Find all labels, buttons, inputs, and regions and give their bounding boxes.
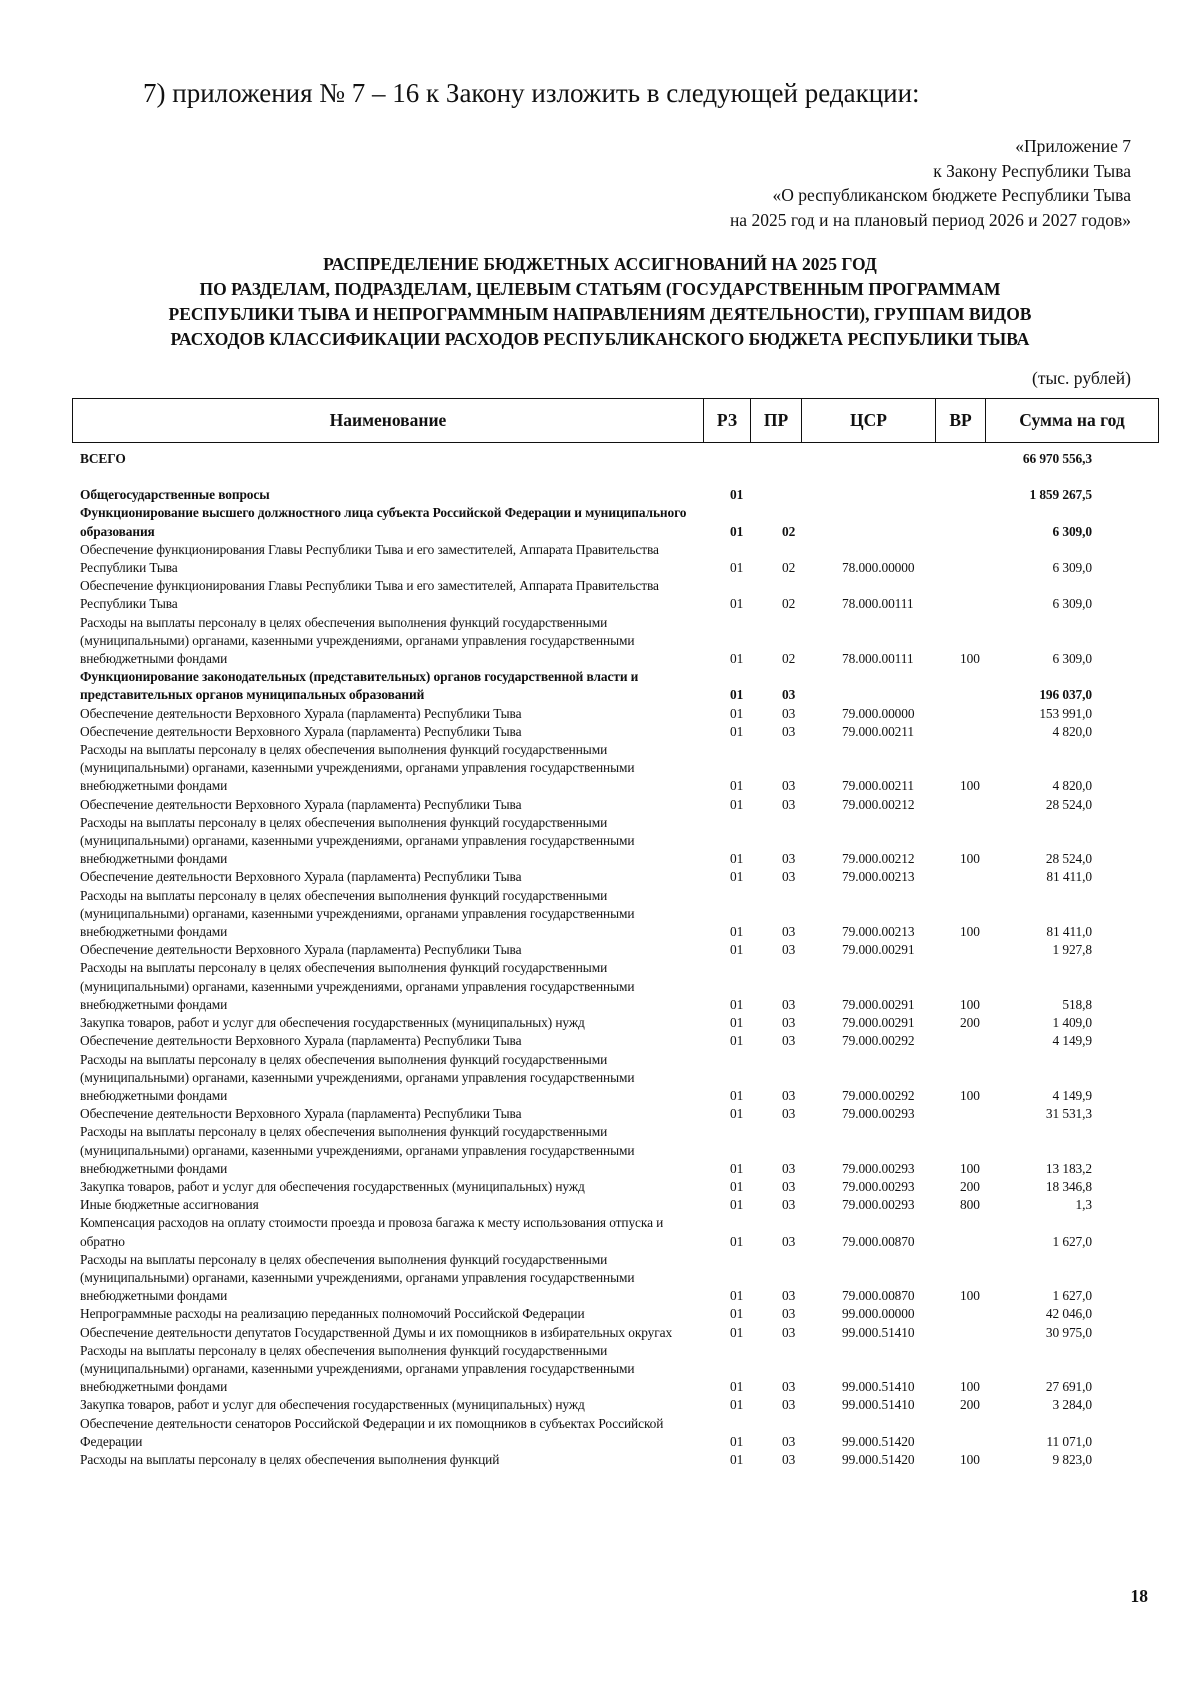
- row-name-cell: Иные бюджетные ассигнования: [80, 1197, 259, 1213]
- row-pr-cell: 02: [782, 651, 796, 667]
- table-row: [80, 941, 1142, 959]
- row-name-cell: Функционирование законодательных (представительных) органов государственной власти и представительных органов муниципальных образований: [80, 669, 639, 703]
- table-row: [80, 705, 1142, 723]
- table-row: [80, 959, 1142, 1014]
- row-pr-cell: 03: [782, 1106, 796, 1122]
- row-name-cell: Обеспечение деятельности Верховного Хурала (парламента) Республики Тыва: [80, 705, 522, 721]
- row-sum-cell: 1,3: [1075, 1197, 1092, 1213]
- row-sum-cell: 1 627,0: [1052, 1288, 1092, 1304]
- row-csr-cell: 79.000.00291: [842, 996, 915, 1012]
- row-sum-cell: 4 149,9: [1052, 1087, 1092, 1103]
- row-csr-cell: 79.000.00292: [842, 1087, 915, 1103]
- row-pr-cell: 03: [782, 1397, 796, 1413]
- row-sum-cell: 28 524,0: [1045, 851, 1092, 867]
- row-pr-cell: 03: [782, 1451, 796, 1467]
- row-vr-cell: 200: [960, 1015, 980, 1031]
- units-label: (тыс. рублей): [1032, 368, 1131, 388]
- row-pr-cell: 02: [782, 560, 796, 576]
- row-sum-cell: 9 823,0: [1052, 1451, 1092, 1467]
- row-pr-cell: 03: [782, 1197, 796, 1213]
- row-sum-cell: 1 927,8: [1052, 942, 1092, 958]
- row-pr-cell: 03: [782, 687, 796, 703]
- row-pr-cell: 03: [782, 996, 796, 1012]
- row-csr-cell: 79.000.00870: [842, 1288, 915, 1304]
- appendix-line: к Закону Республики Тыва: [933, 160, 1131, 181]
- row-name-cell: Обеспечение деятельности Верховного Хурала (парламента) Республики Тыва: [80, 1033, 522, 1049]
- row-vr-cell: 100: [960, 651, 980, 667]
- row-csr-cell: 79.000.00293: [842, 1106, 915, 1122]
- table-row: [80, 796, 1142, 814]
- row-name-cell: Расходы на выплаты персоналу в целях обеспечения выполнения функций государственными (муниципальными) органами, казенными учреждениями, органами управления государственными внебюджетными фондами: [80, 887, 635, 940]
- row-rz-cell: 01: [730, 1087, 744, 1103]
- row-sum-cell: 31 531,3: [1045, 1106, 1092, 1122]
- table-row: [80, 1014, 1142, 1032]
- table-row: [80, 1123, 1142, 1178]
- row-csr-cell: 79.000.00000: [842, 705, 915, 721]
- column-header-vr: ВР: [936, 399, 986, 443]
- row-name-cell: Расходы на выплаты персоналу в целях обеспечения выполнения функций государственными (муниципальными) органами, казенными учреждениями, органами управления государственными внебюджетными фондами: [80, 960, 635, 1012]
- column-header-name: Наименование: [73, 399, 704, 443]
- budget-table-body: [80, 450, 1142, 1469]
- table-row: [80, 541, 1142, 577]
- row-vr-cell: 800: [960, 1197, 980, 1213]
- row-sum-cell: 81 411,0: [1046, 924, 1092, 940]
- row-name-cell: Обеспечение функционирования Главы Республики Тыва и его заместителей, Аппарата Правительства Республики Тыва: [80, 541, 659, 576]
- row-pr-cell: 03: [782, 1160, 796, 1176]
- row-sum-cell: 1 627,0: [1052, 1233, 1092, 1249]
- row-sum-cell: 6 309,0: [1052, 596, 1092, 612]
- row-pr-cell: 03: [782, 942, 796, 958]
- row-csr-cell: 79.000.00293: [842, 1178, 915, 1194]
- row-sum-cell: 4 820,0: [1052, 778, 1092, 794]
- row-pr-cell: 03: [782, 1233, 796, 1249]
- row-vr-cell: 100: [960, 851, 980, 867]
- row-rz-cell: 01: [730, 996, 744, 1012]
- column-header-pr: ПР: [751, 399, 802, 443]
- row-name-cell: Обеспечение деятельности Верховного Хурала (парламента) Республики Тыва: [80, 1106, 522, 1122]
- row-rz-cell: 01: [730, 869, 744, 885]
- row-csr-cell: 79.000.00291: [842, 942, 915, 958]
- table-row: [80, 1032, 1142, 1050]
- title-line: ПО РАЗДЕЛАМ, ПОДРАЗДЕЛАМ, ЦЕЛЕВЫМ СТАТЬЯМ (ГОСУДАРСТВЕННЫМ ПРОГРАММАМ: [199, 279, 1001, 299]
- row-pr-cell: 03: [782, 723, 796, 739]
- table-row: [80, 504, 1142, 540]
- row-name-cell: Обеспечение деятельности сенаторов Российской Федерации и их помощников в субъектах Российской Федерации: [80, 1415, 664, 1449]
- row-pr-cell: 02: [782, 523, 796, 539]
- row-name-cell: Обеспечение деятельности Верховного Хурала (парламента) Республики Тыва: [80, 942, 522, 958]
- row-sum-cell: 13 183,2: [1045, 1160, 1092, 1176]
- row-pr-cell: 03: [782, 1433, 796, 1449]
- row-sum-cell: 6 309,0: [1052, 651, 1092, 667]
- row-rz-cell: 01: [730, 1451, 744, 1467]
- row-rz-cell: 01: [730, 723, 744, 739]
- row-pr-cell: 03: [782, 869, 796, 885]
- row-rz-cell: 01: [730, 705, 744, 721]
- row-csr-cell: 99.000.51410: [842, 1379, 915, 1395]
- row-sum-cell: 6 309,0: [1052, 560, 1092, 576]
- row-rz-cell: 01: [730, 1288, 744, 1304]
- row-csr-cell: 79.000.00291: [842, 1015, 915, 1031]
- row-sum-cell: 6 309,0: [1052, 523, 1092, 539]
- row-pr-cell: 03: [782, 1379, 796, 1395]
- table-row: [80, 1214, 1142, 1250]
- row-pr-cell: 03: [782, 924, 796, 940]
- row-name-cell: Расходы на выплаты персоналу в целях обеспечения выполнения функций государственными (муниципальными) органами, казенными учреждениями, органами управления государственными внебюджетными фондами: [80, 1342, 635, 1395]
- row-rz-cell: 01: [730, 942, 744, 958]
- row-rz-cell: 01: [730, 1306, 744, 1322]
- table-row: [80, 1451, 1142, 1469]
- row-rz-cell: 01: [730, 1397, 744, 1413]
- row-name-cell: Расходы на выплаты персоналу в целях обеспечения выполнения функций государственными (муниципальными) органами, казенными учреждениями, органами управления государственными внебюджетными фондами: [80, 1051, 635, 1103]
- row-name-cell: Расходы на выплаты персоналу в целях обеспечения выполнения функций государственными (муниципальными) органами, казенными учреждениями, органами управления государственными внебюджетными фондами: [80, 742, 635, 794]
- table-row: [80, 1196, 1142, 1214]
- row-name-cell: Компенсация расходов на оплату стоимости проезда и провоза багажа к месту использования отпуска и обратно: [80, 1215, 664, 1249]
- table-row: [80, 614, 1142, 669]
- row-rz-cell: 01: [730, 796, 744, 812]
- table-row: [80, 1105, 1142, 1123]
- row-pr-cell: 02: [782, 596, 796, 612]
- table-row: [80, 1178, 1142, 1196]
- row-rz-cell: 01: [730, 651, 744, 667]
- row-sum-cell: 66 970 556,3: [1022, 451, 1092, 466]
- table-row: [80, 577, 1142, 613]
- table-row: [80, 450, 1142, 468]
- column-header-csr: ЦСР: [802, 399, 936, 443]
- row-name-cell: Функционирование высшего должностного лица субъекта Российской Федерации и муниципального образования: [80, 505, 687, 539]
- row-rz-cell: 01: [730, 596, 744, 612]
- row-sum-cell: 4 149,9: [1052, 1033, 1092, 1049]
- row-csr-cell: 79.000.00293: [842, 1160, 915, 1176]
- table-header: [72, 398, 1159, 443]
- table-row: [80, 1251, 1142, 1306]
- row-vr-cell: 100: [960, 1160, 980, 1176]
- row-name-cell: Расходы на выплаты персоналу в целях обеспечения выполнения функций государственными (муниципальными) органами, казенными учреждениями, органами управления государственными внебюджетными фондами: [80, 1251, 635, 1304]
- row-csr-cell: 99.000.51420: [842, 1451, 915, 1467]
- row-name-cell: Непрограммные расходы на реализацию переданных полномочий Российской Федерации: [80, 1306, 585, 1322]
- row-vr-cell: 100: [960, 1379, 980, 1395]
- row-vr-cell: 100: [960, 1087, 980, 1103]
- row-sum-cell: 42 046,0: [1045, 1306, 1092, 1322]
- row-csr-cell: 79.000.00293: [842, 1197, 915, 1213]
- table-row: [80, 1051, 1142, 1106]
- row-pr-cell: 03: [782, 796, 796, 812]
- table-row: [80, 741, 1142, 796]
- row-sum-cell: 27 691,0: [1045, 1379, 1092, 1395]
- row-rz-cell: 01: [730, 1160, 744, 1176]
- row-csr-cell: 79.000.00212: [842, 851, 915, 867]
- row-sum-cell: 3 284,0: [1052, 1397, 1092, 1413]
- row-name-cell: Расходы на выплаты персоналу в целях обеспечения выполнения функций государственными (муниципальными) органами, казенными учреждениями, органами управления государственными внебюджетными фондами: [80, 814, 635, 867]
- row-csr-cell: 99.000.51410: [842, 1397, 915, 1413]
- row-rz-cell: 01: [730, 1033, 744, 1049]
- appendix-line: «О республиканском бюджете Республики Тыва: [772, 185, 1131, 205]
- row-csr-cell: 78.000.00111: [842, 596, 914, 612]
- table-row: [80, 486, 1142, 504]
- row-csr-cell: 79.000.00870: [842, 1233, 915, 1249]
- table-row: [80, 868, 1142, 886]
- column-header-sum: Сумма на год: [986, 399, 1159, 443]
- row-csr-cell: 79.000.00213: [842, 869, 915, 885]
- row-pr-cell: 03: [782, 1033, 796, 1049]
- row-name-cell: ВСЕГО: [80, 451, 126, 466]
- row-rz-cell: 01: [730, 778, 744, 794]
- row-sum-cell: 196 037,0: [1039, 687, 1092, 703]
- row-name-cell: Обеспечение деятельности депутатов Государственной Думы и их помощников в избирательных округах: [80, 1324, 673, 1340]
- row-pr-cell: 03: [782, 1324, 796, 1340]
- row-csr-cell: 78.000.00000: [842, 560, 915, 576]
- row-rz-cell: 01: [730, 1433, 744, 1449]
- row-name-cell: Закупка товаров, работ и услуг для обеспечения государственных (муниципальных) нужд: [80, 1397, 585, 1413]
- row-csr-cell: 99.000.51420: [842, 1433, 915, 1449]
- row-sum-cell: 28 524,0: [1045, 796, 1092, 812]
- row-pr-cell: 03: [782, 705, 796, 721]
- row-vr-cell: 200: [960, 1397, 980, 1413]
- row-sum-cell: 4 820,0: [1052, 723, 1092, 739]
- title-line: РАСПРЕДЕЛЕНИЕ БЮДЖЕТНЫХ АССИГНОВАНИЙ НА 2025 ГОД: [323, 254, 877, 274]
- row-sum-cell: 518,8: [1062, 996, 1092, 1012]
- row-pr-cell: 03: [782, 1178, 796, 1194]
- row-vr-cell: 100: [960, 924, 980, 940]
- row-pr-cell: 03: [782, 1087, 796, 1103]
- row-sum-cell: 30 975,0: [1045, 1324, 1092, 1340]
- amendment-heading: 7) приложения № 7 – 16 к Закону изложить в следующей редакции:: [143, 78, 920, 108]
- table-row: [80, 1324, 1142, 1342]
- row-rz-cell: 01: [730, 924, 744, 940]
- row-vr-cell: 200: [960, 1178, 980, 1194]
- row-rz-cell: 01: [730, 1324, 744, 1340]
- title-line: РАСХОДОВ КЛАССИФИКАЦИИ РАСХОДОВ РЕСПУБЛИКАНСКОГО БЮДЖЕТА РЕСПУБЛИКИ ТЫВА: [170, 329, 1030, 349]
- row-sum-cell: 153 991,0: [1039, 705, 1092, 721]
- row-rz-cell: 01: [730, 487, 744, 503]
- row-name-cell: Обеспечение деятельности Верховного Хурала (парламента) Республики Тыва: [80, 796, 522, 812]
- row-rz-cell: 01: [730, 1379, 744, 1395]
- row-name-cell: Обеспечение функционирования Главы Республики Тыва и его заместителей, Аппарата Правительства Республики Тыва: [80, 578, 659, 612]
- row-vr-cell: 100: [960, 1451, 980, 1467]
- appendix-reference: [730, 134, 1131, 232]
- row-sum-cell: 11 071,0: [1046, 1433, 1092, 1449]
- row-vr-cell: 100: [960, 996, 980, 1012]
- row-rz-cell: 01: [730, 851, 744, 867]
- row-name-cell: Расходы на выплаты персоналу в целях обеспечения выполнения функций государственными (муниципальными) органами, казенными учреждениями, органами управления государственными внебюджетными фондами: [80, 614, 635, 667]
- row-rz-cell: 01: [730, 1178, 744, 1194]
- row-name-cell: Общегосударственные вопросы: [80, 487, 270, 503]
- row-sum-cell: 1 409,0: [1052, 1015, 1092, 1031]
- row-sum-cell: 18 346,8: [1045, 1178, 1092, 1194]
- row-vr-cell: 100: [960, 1288, 980, 1304]
- row-csr-cell: 79.000.00292: [842, 1033, 915, 1049]
- row-pr-cell: 03: [782, 1288, 796, 1304]
- row-pr-cell: 03: [782, 1306, 796, 1322]
- row-csr-cell: 99.000.00000: [842, 1306, 915, 1322]
- row-rz-cell: 01: [730, 523, 744, 539]
- row-rz-cell: 01: [730, 1015, 744, 1031]
- row-csr-cell: 99.000.51410: [842, 1324, 915, 1340]
- row-name-cell: Обеспечение деятельности Верховного Хурала (парламента) Республики Тыва: [80, 723, 522, 739]
- row-csr-cell: 79.000.00212: [842, 796, 915, 812]
- row-pr-cell: 03: [782, 778, 796, 794]
- row-csr-cell: 78.000.00111: [842, 651, 914, 667]
- row-rz-cell: 01: [730, 1233, 744, 1249]
- row-rz-cell: 01: [730, 687, 744, 703]
- row-name-cell: Расходы на выплаты персоналу в целях обеспечения выполнения функций: [80, 1451, 500, 1467]
- row-name-cell: Обеспечение деятельности Верховного Хурала (парламента) Республики Тыва: [80, 869, 522, 885]
- table-row: [80, 1396, 1142, 1414]
- page-number: 18: [1130, 1586, 1148, 1606]
- table-row: [80, 887, 1142, 942]
- row-rz-cell: 01: [730, 1106, 744, 1122]
- row-name-cell: Расходы на выплаты персоналу в целях обеспечения выполнения функций государственными (муниципальными) органами, казенными учреждениями, органами управления государственными внебюджетными фондами: [80, 1124, 635, 1176]
- column-header-rz: РЗ: [704, 399, 751, 443]
- table-row: [80, 1342, 1142, 1397]
- table-row: [80, 723, 1142, 741]
- table-row: [80, 1305, 1142, 1323]
- row-rz-cell: 01: [730, 1197, 744, 1213]
- row-sum-cell: 81 411,0: [1046, 869, 1092, 885]
- row-csr-cell: 79.000.00211: [842, 778, 914, 794]
- document-title: [60, 252, 1140, 352]
- table-row: [80, 1415, 1142, 1451]
- row-name-cell: Закупка товаров, работ и услуг для обеспечения государственных (муниципальных) нужд: [80, 1178, 585, 1194]
- appendix-line: на 2025 год и на плановый период 2026 и 2027 годов»: [729, 209, 1131, 230]
- row-csr-cell: 79.000.00213: [842, 924, 915, 940]
- row-vr-cell: 100: [960, 778, 980, 794]
- row-csr-cell: 79.000.00211: [842, 723, 914, 739]
- row-pr-cell: 03: [782, 1015, 796, 1031]
- row-name-cell: Закупка товаров, работ и услуг для обеспечения государственных (муниципальных) нужд: [80, 1015, 585, 1031]
- table-row: [80, 814, 1142, 869]
- row-sum-cell: 1 859 267,5: [1029, 487, 1092, 503]
- row-pr-cell: 03: [782, 851, 796, 867]
- row-rz-cell: 01: [730, 560, 744, 576]
- table-row: [80, 668, 1142, 704]
- appendix-line: «Приложение 7: [1015, 136, 1131, 156]
- title-line: РЕСПУБЛИКИ ТЫВА И НЕПРОГРАММНЫМ НАПРАВЛЕНИЯМ ДЕЯТЕЛЬНОСТИ), ГРУППАМ ВИДОВ: [168, 304, 1032, 324]
